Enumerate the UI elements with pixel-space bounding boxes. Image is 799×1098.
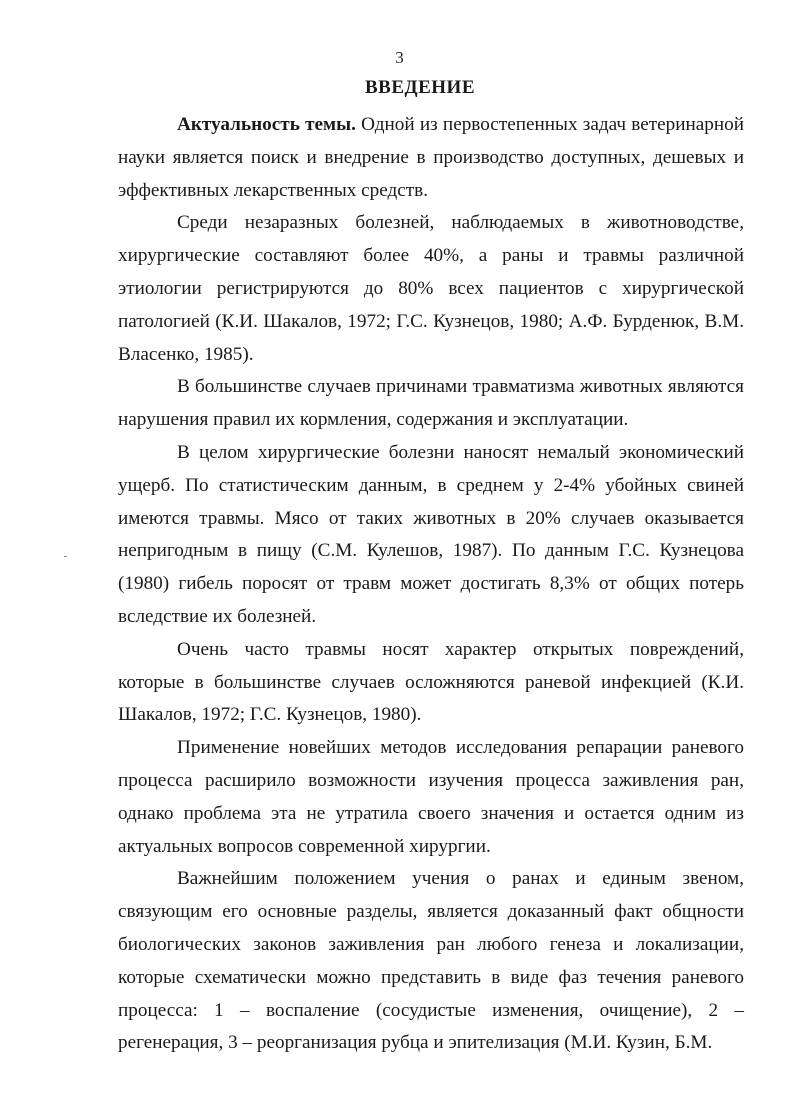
paragraph-statistics: Среди незаразных болезней, наблюдаемых в животноводстве, хирургические составляют более 40%, а раны и травмы различной этиологии регистрируются до 80% всех пациентов с хирургической патологией (К.И. Шакалов, 1972; Г.С. Кузнецов, 1980; А.Ф. Бурденюк, В.М. Власенко, 1985). xyxy=(118,212,744,365)
paragraph-causes: В большинстве случаев причинами травматизма животных являются нарушения правил их кормления, содержания и эксплуатации. xyxy=(118,376,744,431)
scan-margin-mark xyxy=(64,556,67,557)
paragraph-lead: Актуальность темы. xyxy=(177,114,356,135)
paragraph-open-injuries: Очень часто травмы носят характер открытых повреждений, которые в большинстве случаев осложняются раневой инфекцией (К.И. Шакалов, 1972; Г.С. Кузнецов, 1980). xyxy=(118,638,744,726)
paragraph-economic-damage: В целом хирургические болезни наносят немалый экономический ущерб. По статистическим данным, в среднем у 2-4% убойных свиней имеются травмы. Мясо от таких животных в 20% случаев оказывается непригодным в пищу (С.М. Кулешов, 1987). По данным Г.С. Кузнецова (1980) гибель поросят от травм может достигать 8,3% от общих потерь вследствие их болезней. xyxy=(118,441,744,627)
paragraph-wound-phases: Важнейшим положением учения о ранах и единым звеном, связующим его основные разделы, является доказанный факт общности биологических законов заживления ран любого генеза и локализации, которые схематически можно представить в виде фаз течения раневого процесса: 1 – воспаление (сосудистые изменения, очищение), 2 – регенерация, 3 – реорганизация рубца и эпителизация (М.И. Кузин, Б.М. xyxy=(118,868,744,1054)
paragraph-text: Одной из первостепенных задач ветеринарной науки является поиск и внедрение в производство доступных, дешевых и эффективных лекарственных средств. xyxy=(118,114,744,201)
page-number: 3 xyxy=(395,48,404,67)
section-title: ВВЕДЕНИЕ xyxy=(365,77,475,98)
body-text xyxy=(118,109,744,1060)
paragraph-research-methods: Применение новейших методов исследования репарации раневого процесса расширило возможности изучения процесса заживления ран, однако проблема эта не утратила своего значения и остается одним из актуальных вопросов современной хирургии. xyxy=(118,737,744,857)
paragraph-relevance xyxy=(118,109,744,207)
